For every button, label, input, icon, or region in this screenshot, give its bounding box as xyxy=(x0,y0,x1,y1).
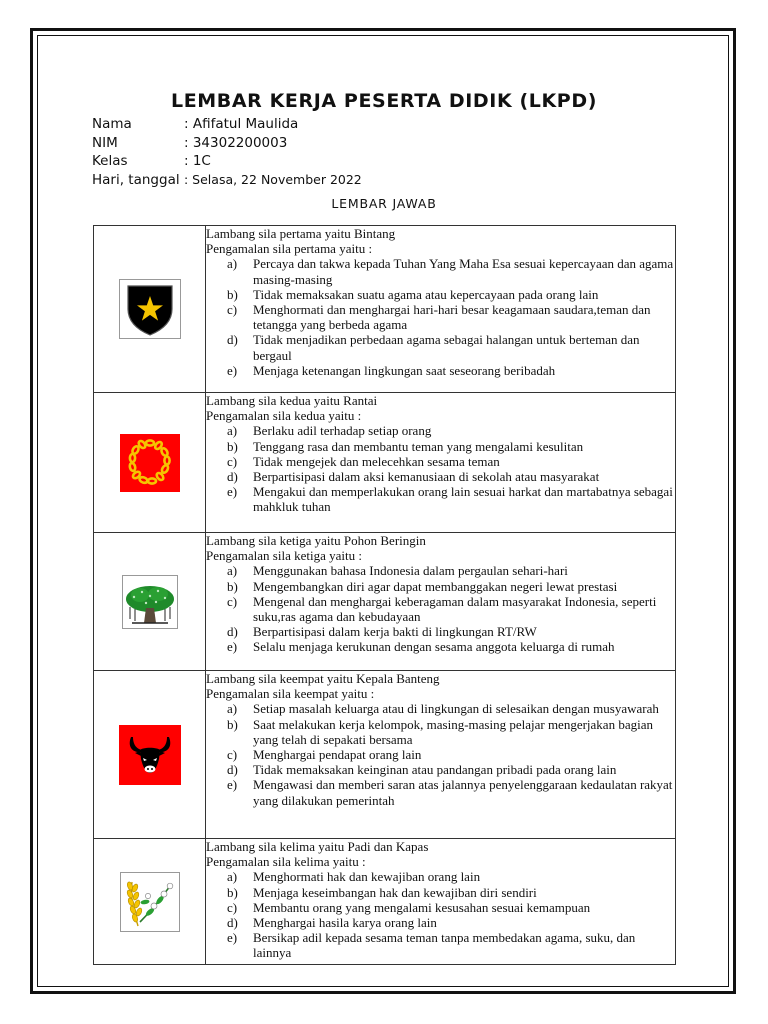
practice-list xyxy=(206,256,675,378)
list-item xyxy=(206,563,675,578)
list-text: Tidak memaksakan suatu agama atau kepercayaan pada orang lain xyxy=(253,286,599,302)
list-text: Menghormati dan menghargai hari-hari besar keagamaan saudara,teman dan tetangga yang berbeda agama xyxy=(253,302,651,333)
list-item xyxy=(206,777,675,807)
list-marker: e) xyxy=(227,362,238,378)
info-row-hari-tanggal xyxy=(92,171,362,190)
kepala-banteng-icon xyxy=(119,725,181,785)
info-row-kelas xyxy=(92,152,362,171)
row-heading: Lambang sila ketiga yaitu Pohon Beringin xyxy=(206,533,426,548)
list-marker: d) xyxy=(227,332,238,348)
list-item xyxy=(206,454,675,469)
info-value: : 34302200003 xyxy=(184,134,288,151)
list-text: Tidak memaksakan keinginan atau pandangan pribadi pada orang lain xyxy=(253,762,617,778)
list-marker: d) xyxy=(227,469,238,485)
info-value: : Afifatul Maulida xyxy=(184,116,299,132)
list-text: Selalu menjaga kerukunan dengan sesama anggota keluarga di rumah xyxy=(253,639,615,655)
list-item xyxy=(206,930,675,960)
emblem-cell xyxy=(94,393,206,533)
list-item xyxy=(206,885,675,900)
list-marker: d) xyxy=(227,762,238,778)
row-heading: Lambang sila kedua yaitu Rantai xyxy=(206,393,378,408)
list-marker: b) xyxy=(227,716,238,732)
list-text: Tidak menjadikan perbedaan agama sebagai halangan untuk berteman dan bergaul xyxy=(253,332,640,363)
list-item xyxy=(206,469,675,484)
row-heading: Lambang sila keempat yaitu Kepala Banteng xyxy=(206,671,440,686)
info-row-nama xyxy=(92,115,362,134)
list-item xyxy=(206,701,675,716)
list-item xyxy=(206,594,675,624)
student-info xyxy=(92,115,362,189)
practice-list xyxy=(206,423,675,514)
list-item xyxy=(206,762,675,777)
info-label: Nama xyxy=(92,116,132,132)
practice-list xyxy=(206,869,675,960)
list-marker: e) xyxy=(227,930,238,946)
list-item xyxy=(206,302,675,332)
list-marker: b) xyxy=(227,438,238,454)
practice-list xyxy=(206,701,675,807)
list-item xyxy=(206,363,675,378)
info-label: Hari, tanggal xyxy=(92,171,180,188)
list-item xyxy=(206,579,675,594)
answer-cell xyxy=(206,533,676,671)
list-marker: a) xyxy=(227,256,238,272)
row-intro: Pengamalan sila keempat yaitu : xyxy=(206,686,375,702)
list-text: Mengakui dan memperlakukan orang lain sesuai harkat dan martabatnya sebagai mahkluk tuhan xyxy=(253,484,673,515)
practice-list xyxy=(206,563,675,654)
list-item xyxy=(206,869,675,884)
list-text: Tenggang rasa dan membantu teman yang mengalami kesulitan xyxy=(253,438,584,454)
list-marker: d) xyxy=(227,915,238,931)
list-item xyxy=(206,915,675,930)
list-item xyxy=(206,256,675,286)
list-item xyxy=(206,287,675,302)
row-intro: Pengamalan sila pertama yaitu : xyxy=(206,241,373,257)
rantai-icon xyxy=(120,434,180,492)
list-marker: e) xyxy=(227,639,238,655)
list-marker: a) xyxy=(227,423,238,439)
list-marker: c) xyxy=(227,593,238,609)
list-marker: b) xyxy=(227,578,238,594)
emblem-cell xyxy=(94,533,206,671)
table-row xyxy=(94,393,676,533)
list-marker: c) xyxy=(227,899,238,915)
page-title: LEMBAR KERJA PESERTA DIDIK (LKPD) xyxy=(170,90,597,112)
list-text: Berpartisipasi dalam kerja bakti di lingkungan RT/RW xyxy=(253,624,537,640)
answer-table xyxy=(93,225,676,965)
list-item xyxy=(206,900,675,915)
row-heading: Lambang sila pertama yaitu Bintang xyxy=(206,226,396,241)
list-marker: a) xyxy=(227,563,238,579)
list-text: Menghormati hak dan kewajiban orang lain xyxy=(253,869,481,885)
list-text: Bersikap adil kepada sesama teman tanpa membedakan agama, suku, dan lainnya xyxy=(253,930,636,961)
list-marker: e) xyxy=(227,484,238,500)
list-item xyxy=(206,639,675,654)
list-marker: c) xyxy=(227,747,238,763)
list-text: Menjaga keseimbangan hak dan kewajiban diri sendiri xyxy=(253,884,537,900)
list-text: Saat melakukan kerja kelompok, masing-masing pelajar mengerjakan bagian yang telah di sepakati bersama xyxy=(253,716,653,747)
section-title: LEMBAR JAWAB xyxy=(331,196,437,211)
list-marker: d) xyxy=(227,624,238,640)
list-item xyxy=(206,747,675,762)
list-text: Mengembangkan diri agar dapat membanggakan negeri lewat prestasi xyxy=(253,578,618,594)
pohon-beringin-icon xyxy=(122,575,178,629)
list-item xyxy=(206,332,675,362)
list-marker: c) xyxy=(227,453,238,469)
row-intro: Pengamalan sila kelima yaitu : xyxy=(206,854,366,870)
list-marker: a) xyxy=(227,701,238,717)
table-row xyxy=(94,226,676,393)
info-label: NIM xyxy=(92,134,118,151)
list-text: Menghargai pendapat orang lain xyxy=(253,747,422,763)
emblem-cell xyxy=(94,671,206,839)
table-row xyxy=(94,671,676,839)
list-marker: e) xyxy=(227,777,238,793)
list-text: Mengenal dan menghargai keberagaman dalam masyarakat Indonesia, seperti suku,ras agama dan kebudayaan xyxy=(253,593,657,625)
row-intro: Pengamalan sila ketiga yaitu : xyxy=(206,548,362,564)
list-text: Berpartisipasi dalam aksi kemanusiaan di sekolah atau masyarakat xyxy=(253,469,600,485)
info-value: : 1C xyxy=(184,153,211,169)
list-item xyxy=(206,624,675,639)
list-item xyxy=(206,484,675,514)
list-text: Tidak mengejek dan melecehkan sesama teman xyxy=(253,453,500,469)
list-text: Berlaku adil terhadap setiap orang xyxy=(253,423,432,439)
table-row xyxy=(94,533,676,671)
answer-cell xyxy=(206,226,676,393)
list-text: Menjaga ketenangan lingkungan saat seseorang beribadah xyxy=(253,362,556,378)
list-marker: a) xyxy=(227,869,238,885)
list-marker: c) xyxy=(227,302,238,318)
list-text: Menghargai hasila karya orang lain xyxy=(253,915,437,931)
emblem-cell xyxy=(94,839,206,965)
list-text: Percaya dan takwa kepada Tuhan Yang Maha Esa sesuai kepercayaan dan agama masing-masing xyxy=(253,256,674,287)
list-marker: b) xyxy=(227,286,238,302)
answer-cell xyxy=(206,671,676,839)
row-intro: Pengamalan sila kedua yaitu : xyxy=(206,408,362,424)
row-heading: Lambang sila kelima yaitu Padi dan Kapas xyxy=(206,839,429,854)
info-row-nim xyxy=(92,134,362,153)
answer-cell xyxy=(206,839,676,965)
list-text: Membantu orang yang mengalami kesusahan sesuai kemampuan xyxy=(253,899,591,915)
list-text: Mengawasi dan memberi saran atas jalannya penyelenggaraan kedaulatan rakyat yang dilakukan pemerintah xyxy=(253,777,673,808)
padi-kapas-icon xyxy=(120,872,180,932)
list-text: Setiap masalah keluarga atau di lingkungan di selesaikan dengan musyawarah xyxy=(253,701,659,717)
info-value: : Selasa, 22 November 2022 xyxy=(184,171,362,187)
emblem-cell xyxy=(94,226,206,393)
list-item xyxy=(206,423,675,438)
list-text: Menggunakan bahasa Indonesia dalam pergaulan sehari-hari xyxy=(253,563,568,579)
list-marker: b) xyxy=(227,884,238,900)
answer-cell xyxy=(206,393,676,533)
list-item xyxy=(206,717,675,747)
list-item xyxy=(206,439,675,454)
bintang-icon xyxy=(119,279,181,339)
table-row xyxy=(94,839,676,965)
info-label: Kelas xyxy=(92,153,128,169)
